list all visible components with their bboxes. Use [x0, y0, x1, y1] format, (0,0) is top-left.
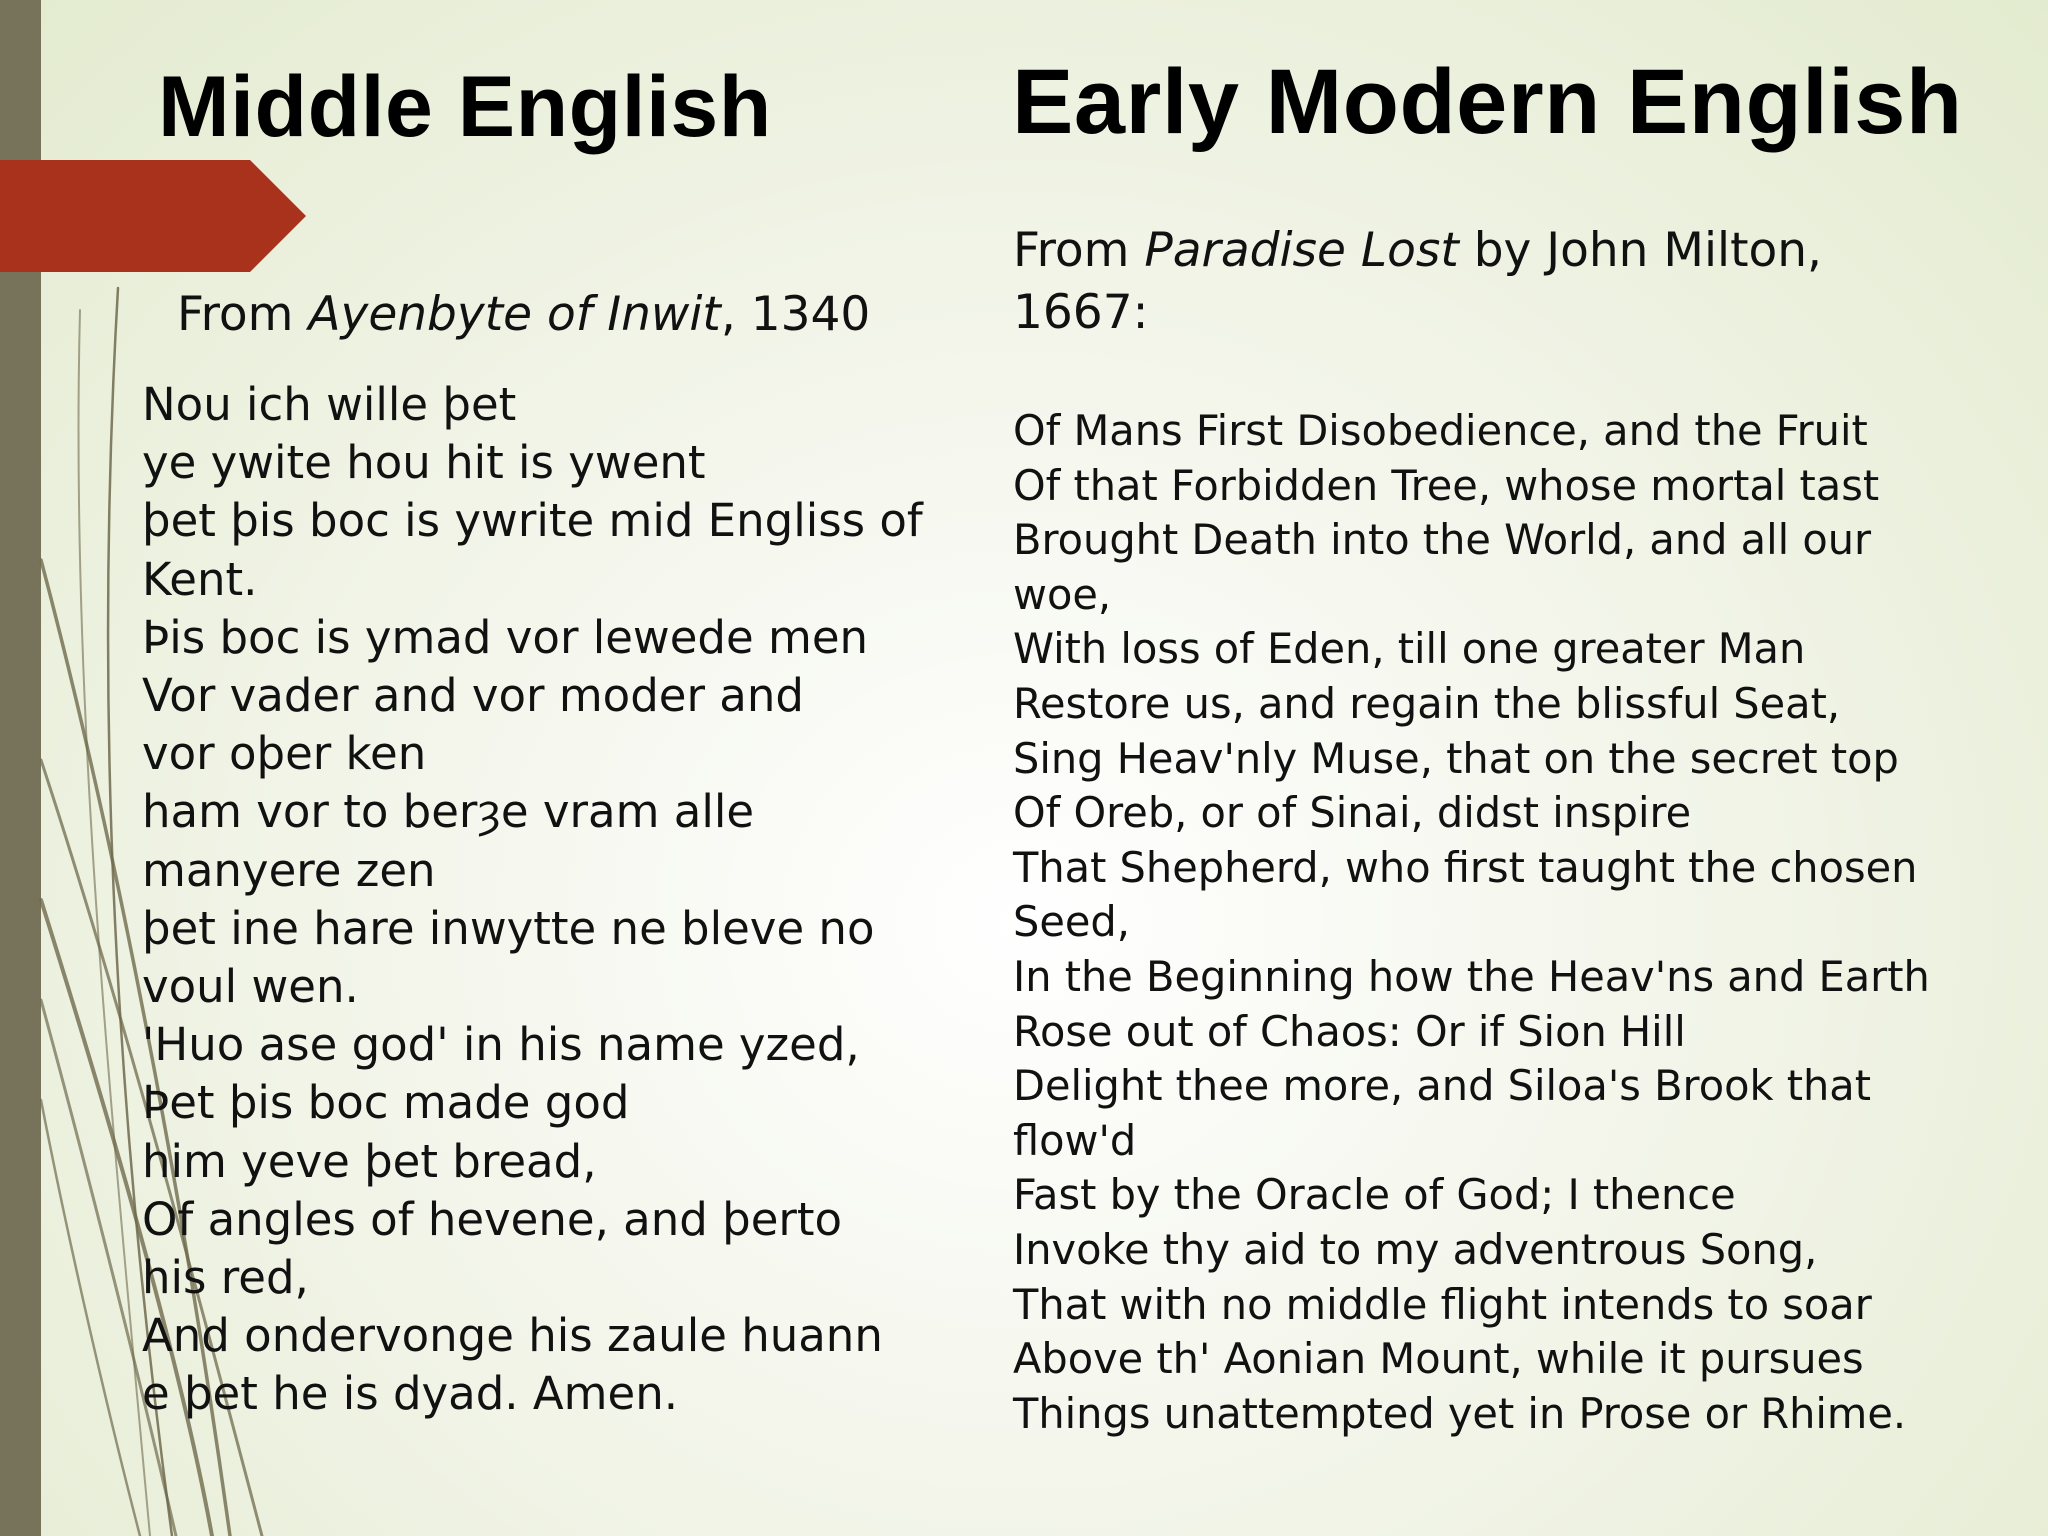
poem-line: þet þis boc is ywrite mid Engliss of [142, 494, 923, 548]
red-arrow-decoration [0, 160, 306, 272]
poem-line: vor oþer ken [142, 727, 427, 781]
poem-line: Þet þis boc made god [142, 1076, 630, 1130]
poem-line: Delight thee more, and Siloa's Brook that [1013, 1061, 1871, 1111]
poem-line: Of Mans First Disobedience, and the Fruit [1013, 406, 1868, 455]
poem-line: Þis boc is ymad vor lewede men [142, 610, 869, 664]
right-source-line [1013, 220, 1933, 344]
poem-line: woe, [1013, 569, 1112, 619]
poem-line: 'Huo ase god' in his name yzed, [142, 1018, 860, 1072]
right-source-work: Paradise Lost [1144, 223, 1459, 278]
poem-line: Of Oreb, or of Sinai, didst inspire [1013, 788, 1692, 838]
poem-line: With loss of Eden, till one greater Man [1013, 624, 1806, 674]
poem-line: Fast by the Oracle of God; I thence [1013, 1170, 1736, 1220]
poem-line: In the Beginning how the Heav'ns and Earth [1013, 951, 1930, 1001]
poem-line: That Shepherd, who first taught the chosen [1013, 842, 1918, 892]
poem-line: Brought Death into the World, and all our [1013, 515, 1872, 565]
poem-line: Rose out of Chaos: Or if Sion Hill [1013, 1006, 1686, 1056]
poem-line: Sing Heav'nly Muse, that on the secret top [1013, 733, 1899, 783]
poem-line: his red, [142, 1251, 309, 1305]
poem-line: Things unattempted yet in Prose or Rhime. [1013, 1388, 1907, 1438]
poem-line: manyere zen [142, 843, 436, 897]
poem-line: ham vor to berȝe vram alle [142, 785, 755, 839]
poem-line: him yeve þet bread, [142, 1134, 597, 1188]
poem-line: Kent. [142, 552, 258, 606]
poem-line: ye ywite hou hit is ywent [142, 436, 706, 490]
left-source-prefix: From [177, 287, 309, 342]
poem-line: Of that Forbidden Tree, whose mortal tast [1013, 460, 1880, 510]
right-source-prefix: From [1013, 223, 1145, 278]
right-column-title: Early Modern English [1012, 51, 1963, 153]
poem-line: Nou ich wille þet [142, 378, 517, 431]
poem-line: flow'd [1013, 1115, 1137, 1165]
poem-line: þet ine hare inwytte ne bleve no [142, 901, 875, 955]
left-source-work: Ayenbyte of Inwit [308, 287, 721, 342]
poem-line: Vor vader and vor moder and [142, 669, 804, 723]
poem-line: Restore us, and regain the blissful Seat, [1013, 678, 1841, 728]
left-source-suffix: , 1340 [720, 287, 871, 342]
poem-line: Of angles of hevene, and þerto [142, 1192, 843, 1246]
right-source-suffix: by John Milton, 1667: [1013, 223, 1822, 340]
poem-line: voul wen. [142, 960, 359, 1014]
poem-line: That with no middle flight intends to soar [1013, 1279, 1872, 1329]
poem-line: Invoke thy aid to my adventrous Song, [1013, 1224, 1818, 1274]
poem-line: Seed, [1013, 897, 1130, 947]
poem-line: Above th' Aonian Mount, while it pursues [1013, 1334, 1864, 1384]
left-source-line [177, 284, 870, 346]
poem-line: e þet he is dyad. Amen. [142, 1367, 679, 1421]
middle-english-poem [142, 376, 923, 1424]
poem-line: And ondervonge his zaule huann [142, 1309, 883, 1363]
left-column-title: Middle English [158, 59, 772, 155]
paradise-lost-poem [1013, 404, 1930, 1441]
